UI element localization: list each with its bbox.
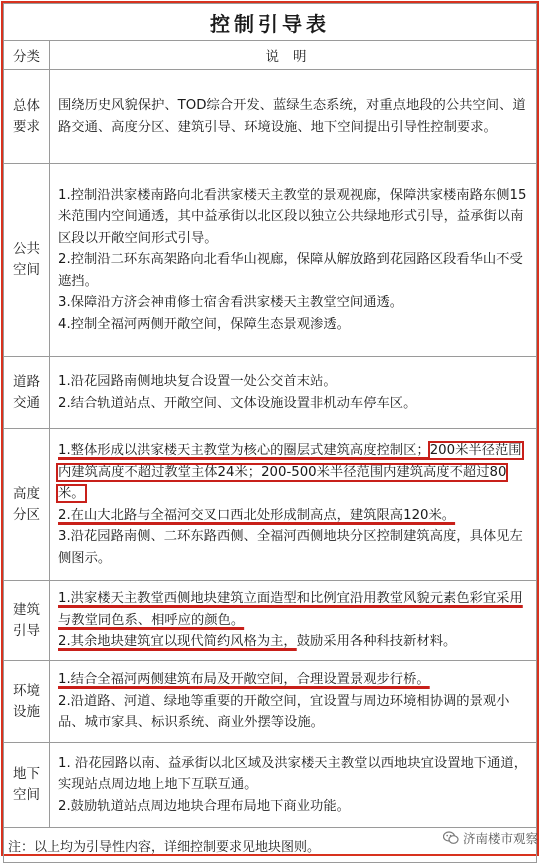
description-line: 3.保障沿方济会神甫修士宿舍看洪家楼天主教堂空间通透。 xyxy=(58,292,532,314)
row-underground-space xyxy=(4,743,537,828)
highlight-text: 1.整体形成以洪家楼天主教堂为核心的圈层式建筑高度控制区； xyxy=(58,443,430,458)
description-line xyxy=(58,631,532,653)
description-cell xyxy=(50,164,537,357)
description-cell xyxy=(50,357,537,429)
description-line: 2.鼓励轨道站点周边地块合理布局地下商业功能。 xyxy=(58,796,532,818)
description-cell xyxy=(50,743,537,828)
description-line: 4.控制全福河两侧开敞空间，保障生态景观渗透。 xyxy=(58,314,532,336)
note-text: 注：以上均为引导性内容，详细控制要求见地块图则。 xyxy=(4,828,537,863)
header-row xyxy=(4,41,537,70)
category-cell: 建筑 引导 xyxy=(4,581,50,661)
boxed-text: 200米半径范围内建筑高度不超过教堂主体24米；200-500米半径范围内建筑高度不超过80米。 xyxy=(58,443,522,501)
description-line: 2.沿道路、河道、绿地等重要的开敞空间，宜设置与周边环境相协调的景观小品、城市家具、标识系统、商业外摆等设施。 xyxy=(58,691,532,734)
table-title: 控制引导表 xyxy=(4,4,537,41)
row-overall xyxy=(4,70,537,164)
row-building-guidance xyxy=(4,581,537,661)
row-road-traffic xyxy=(4,357,537,429)
highlight-text: 2.其余地块建筑宜以现代简约风格为主， xyxy=(58,634,297,649)
description-cell xyxy=(50,581,537,661)
category-cell: 地下 空间 xyxy=(4,743,50,828)
watermark xyxy=(443,829,538,847)
description-line xyxy=(58,588,532,631)
description-line: 2.控制沿二环东高架路向北看华山视廊，保障从解放路到花园路区段看华山不受遮挡。 xyxy=(58,249,532,292)
description-line: 围绕历史风貌保护、TOD综合开发、蓝绿生态系统，对重点地段的公共空间、道路交通、高度分区、建筑引导、环境设施、地下空间提出引导性控制要求。 xyxy=(58,95,532,138)
header-category: 分类 xyxy=(4,41,50,70)
category-cell: 公共 空间 xyxy=(4,164,50,357)
description-line xyxy=(58,505,532,527)
highlight-text: 2.在山大北路与全福河交叉口西北处形成制高点，建筑限高120米。 xyxy=(58,508,455,523)
category-cell: 道路 交通 xyxy=(4,357,50,429)
category-cell: 总体 要求 xyxy=(4,70,50,164)
row-environment-facilities xyxy=(4,661,537,743)
row-public-space xyxy=(4,164,537,357)
description-line: 1.控制沿洪家楼南路向北看洪家楼天主教堂的景观视廊，保障洪家楼南路东侧15米范围内空间通透，其中益承街以北区段以独立公共绿地形式引导，益承街以南区段以开敞空间形式引导。 xyxy=(58,185,532,250)
category-cell: 环境 设施 xyxy=(4,661,50,743)
description-line: 1. 沿花园路以南、益承街以北区域及洪家楼天主教堂以西地块宜设置地下通道，实现站点周边地上地下互联互通。 xyxy=(58,753,532,796)
wechat-icon xyxy=(443,831,459,845)
category-cell: 高度 分区 xyxy=(4,429,50,581)
description-cell xyxy=(50,70,537,164)
plain-text: 鼓励采用各种科技新材料。 xyxy=(297,634,457,649)
description-cell xyxy=(50,661,537,743)
highlight-text: 1.结合全福河两侧建筑布局及开敞空间，合理设置景观步行桥。 xyxy=(58,672,430,687)
description-line: 3.沿花园路南侧、二环东路西侧、全福河西侧地块分区控制建筑高度，具体见左侧图示。 xyxy=(58,526,532,569)
description-line xyxy=(58,669,532,691)
description-cell xyxy=(50,429,537,581)
row-height-zoning xyxy=(4,429,537,581)
highlight-text: 1.洪家楼天主教堂西侧地块建筑立面造型和比例宜沿用教堂风貌元素色彩宜采用与教堂同色系、相呼应的颜色。 xyxy=(58,591,523,628)
description-line: 2.结合轨道站点、开敞空间、文体设施设置非机动车停车区。 xyxy=(58,393,532,415)
watermark-text: 济南楼市观察 xyxy=(463,829,538,847)
description-line: 1.沿花园路南侧地块复合设置一处公交首末站。 xyxy=(58,371,532,393)
header-description: 说明 xyxy=(50,41,537,70)
control-guidance-table xyxy=(3,3,537,863)
description-line xyxy=(58,440,532,505)
